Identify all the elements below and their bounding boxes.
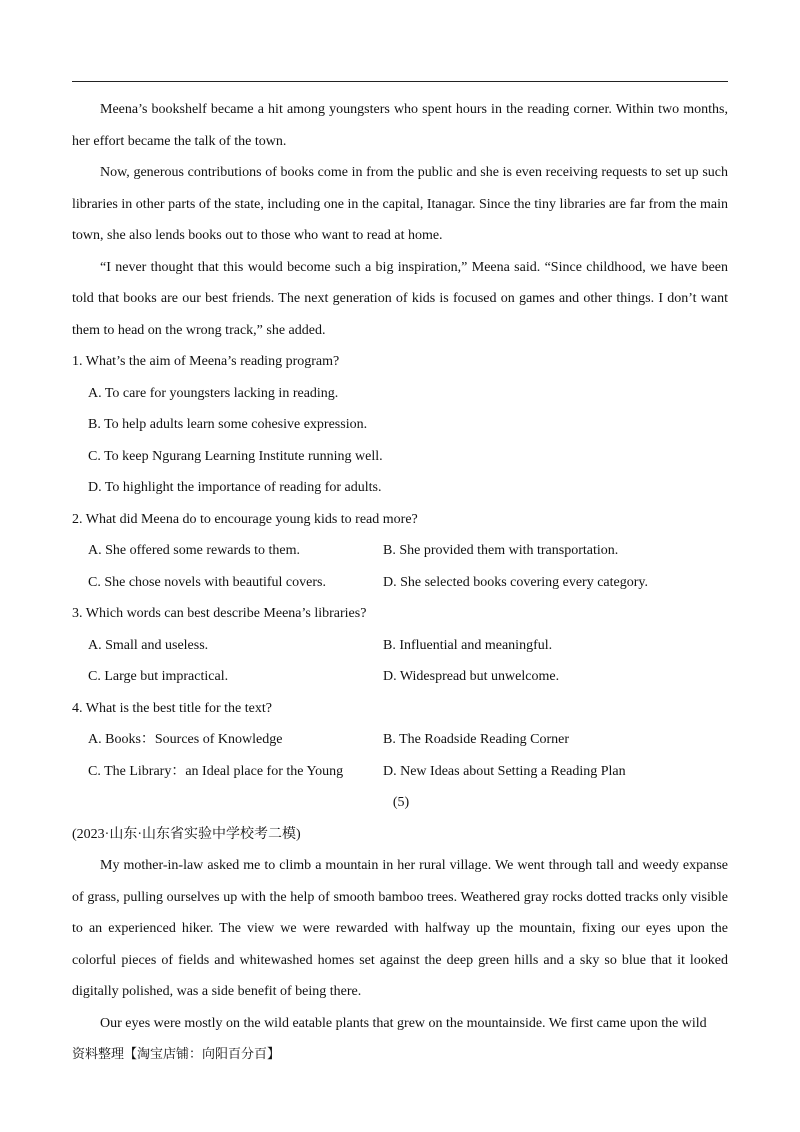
section-number: (5) [392, 795, 410, 810]
header-divider [72, 81, 728, 82]
paragraph: Our eyes were mostly on the wild eatable plants that grew on the mountainside. We first came upon the wild [100, 1015, 707, 1031]
question-3-option-b: B. Influential and meaningful. [383, 637, 553, 653]
question-4-option-b: B. The Roadside Reading Corner [383, 732, 569, 747]
question-2-option-d: D. She selected books covering every category. [383, 574, 648, 590]
footer-note: 资料整理【淘宝店铺：向阳百分百】 [72, 1047, 281, 1062]
question-3-option-d: D. Widespread but unwelcome. [383, 669, 560, 684]
page-content [72, 94, 728, 1039]
exam-source: (2023·山东·山东省实验中学校考二模) [72, 826, 301, 842]
question-1-option-c: C. To keep Ngurang Learning Institute running well. [88, 448, 383, 464]
question-2-option-b: B. She provided them with transportation. [383, 543, 619, 558]
question-2-option-c: C. She chose novels with beautiful covers. [88, 574, 326, 590]
question-2-option-a: A. She offered some rewards to them. [88, 543, 301, 558]
question-4-option-a: A. Books：Sources of Knowledge [88, 732, 283, 747]
paragraph: Meena’s bookshelf became a hit among youngsters who spent hours in the reading corner. Within two months, her effort became the talk of the town. [72, 102, 728, 149]
question-3-option-c: C. Large but impractical. [88, 669, 229, 684]
question-4-options-row [72, 724, 728, 756]
question-3-options-row [72, 630, 728, 662]
question-1-option-a: A. To care for youngsters lacking in reading. [88, 385, 339, 401]
question-2-options-row [72, 567, 728, 599]
question-1-option-d: D. To highlight the importance of reading for adults. [88, 480, 382, 495]
question-1-stem: 1. What’s the aim of Meena’s reading program? [72, 354, 340, 369]
question-4-option-d: D. New Ideas about Setting a Reading Plan [383, 763, 626, 779]
question-3-options-row [72, 661, 728, 693]
question-4-option-c: C. The Library：an Ideal place for the Young [88, 763, 344, 779]
question-4-stem: 4. What is the best title for the text? [72, 700, 272, 716]
paragraph: “I never thought that this would become such a big inspiration,” Meena said. “Since childhood, we have been told that books are our best friends. The next generation of kids is focused on games and other things. I don’t want them to head on the wrong track,” she added. [72, 259, 728, 338]
question-2-options-row [72, 535, 728, 567]
question-2-stem: 2. What did Meena do to encourage young kids to read more? [72, 511, 418, 527]
question-1-option-b: B. To help adults learn some cohesive expression. [88, 417, 368, 432]
question-3-stem: 3. Which words can best describe Meena’s libraries? [72, 606, 367, 621]
question-3-option-a: A. Small and useless. [88, 637, 209, 653]
paragraph: Now, generous contributions of books come in from the public and she is even receiving requests to set up such libraries in other parts of the state, including one in the capital, Itanagar. Since the tiny libraries are far from the main town, she also lends books out to those who want to read at home. [72, 165, 728, 243]
question-4-options-row [72, 756, 728, 788]
paragraph: My mother-in-law asked me to climb a mountain in her rural village. We went through tall and weedy expanse of grass, pulling ourselves up with the help of smooth bamboo trees. Weathered gray rocks dotted tracks only visible to an experienced hiker. The view we were rewarded with halfway up the mountain, fixing our eyes upon the colorful pieces of fields and whitewashed homes set against the deep green hills and a sky so blue that it looked digitally polished, was a side benefit of being there. [72, 858, 728, 999]
